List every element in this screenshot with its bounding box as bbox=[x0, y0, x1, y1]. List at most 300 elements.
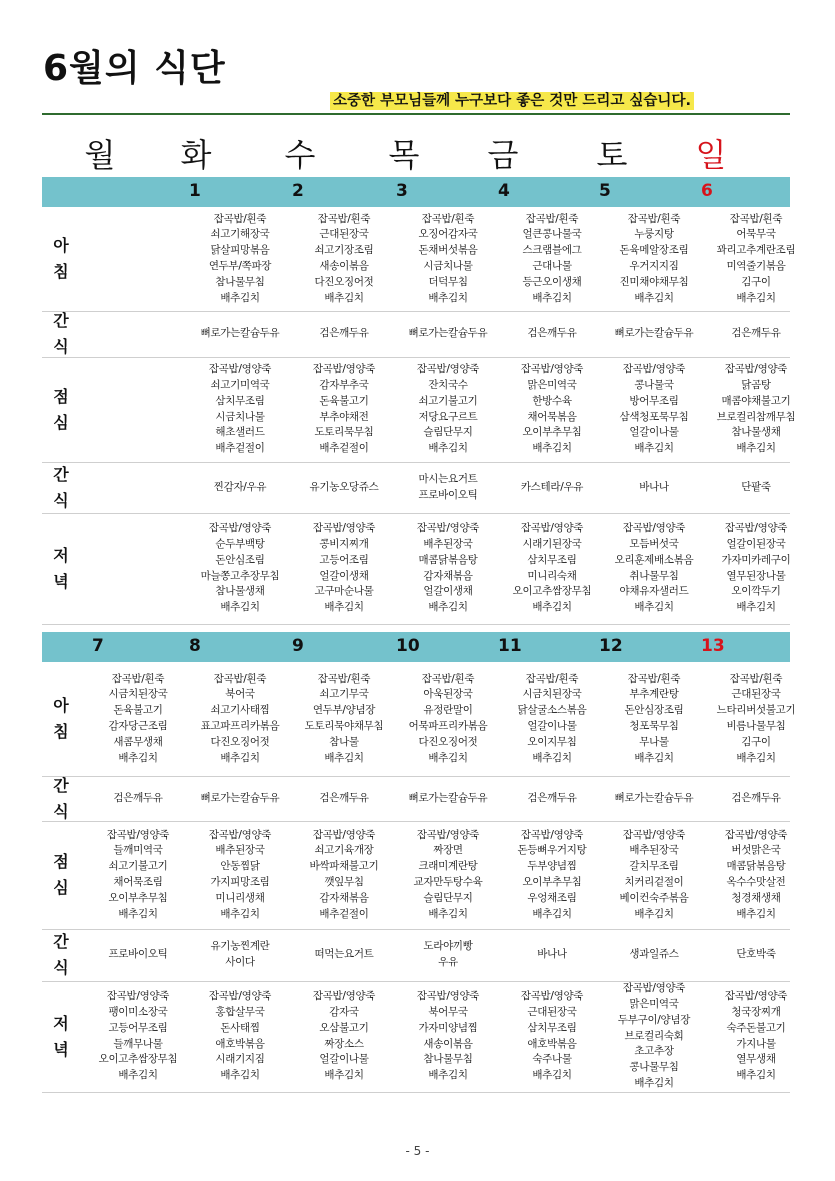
menu-item: 근대나물 bbox=[532, 260, 572, 272]
menu-item: 안동찜닭 bbox=[220, 860, 260, 873]
menu-item: 북어국 bbox=[225, 688, 255, 701]
menu-item: 얼갈이생채 bbox=[423, 585, 473, 598]
menu-item: 교자만두탕수육 bbox=[413, 876, 483, 888]
menu-item: 바나나 bbox=[537, 948, 567, 961]
menu-item: 오이깍두기 bbox=[731, 585, 781, 598]
menu-cell bbox=[86, 207, 190, 311]
meal-label-char: 심 bbox=[53, 878, 69, 897]
menu-item: 배추김치 bbox=[634, 601, 674, 614]
weekday-6: 토 bbox=[596, 136, 628, 174]
menu-item: 배추김치 bbox=[220, 291, 260, 304]
menu-item: 검은깨두유 bbox=[731, 791, 781, 804]
menu-item: 배추김치 bbox=[736, 1069, 776, 1082]
menu-item: 애호박볶음 bbox=[215, 1037, 265, 1050]
menu-item: 배추김치 bbox=[634, 1076, 674, 1089]
menu-cell bbox=[602, 311, 706, 357]
menu-item: 잡곡밥/영양죽 bbox=[622, 363, 686, 376]
date-number: 2 bbox=[292, 181, 304, 201]
menu-cell bbox=[86, 821, 190, 929]
menu-item: 얼갈이나물 bbox=[527, 720, 577, 732]
meal-label-char: 점 bbox=[53, 852, 69, 871]
menu-item: 가지나물 bbox=[736, 1037, 776, 1050]
meal-label bbox=[42, 207, 80, 311]
menu-item: 쇠고기무국 bbox=[319, 688, 369, 701]
menu-item: 고등어무조림 bbox=[108, 1021, 168, 1034]
menu-item: 쇠고기불고기 bbox=[418, 394, 478, 407]
menu-item: 두부양념찜 bbox=[527, 860, 577, 873]
menu-item: 모듬버섯국 bbox=[629, 537, 679, 550]
menu-item: 김구이 bbox=[741, 275, 771, 288]
menu-cell bbox=[500, 821, 604, 929]
menu-item: 우유 bbox=[438, 956, 458, 968]
menu-item: 콩나물무침 bbox=[629, 1061, 679, 1074]
meal-label-char: 간 bbox=[53, 464, 69, 484]
menu-item: 배추된장국 bbox=[215, 844, 265, 857]
menu-cell bbox=[602, 357, 706, 462]
menu-item: 취나물무침 bbox=[629, 569, 679, 582]
menu-item: 오삼불고기 bbox=[319, 1021, 369, 1034]
meal-row bbox=[42, 929, 790, 982]
menu-item: 청경채생채 bbox=[731, 891, 781, 904]
menu-item: 북어무국 bbox=[428, 1005, 468, 1018]
menu-item: 뼈로가는칼슘두유 bbox=[614, 327, 694, 340]
menu-cell bbox=[188, 311, 292, 357]
menu-item: 부추계란탕 bbox=[629, 688, 679, 701]
menu-item: 숙주돈불고기 bbox=[726, 1021, 786, 1034]
menu-item: 배추김치 bbox=[220, 751, 260, 764]
menu-item: 떠먹는요거트 bbox=[314, 948, 374, 961]
menu-cell bbox=[500, 311, 604, 357]
menu-item: 들깨미역국 bbox=[113, 844, 163, 857]
menu-item: 잡곡밥/영양죽 bbox=[106, 990, 170, 1003]
menu-item: 뼈로가는칼슘두유 bbox=[200, 791, 280, 804]
menu-cell bbox=[292, 776, 396, 821]
date-number: 11 bbox=[498, 636, 522, 656]
menu-item: 잡곡밥/흰죽 bbox=[421, 672, 475, 685]
menu-item: 참나물 bbox=[329, 735, 359, 748]
menu-cell bbox=[396, 929, 500, 981]
menu-item: 진미채야채무침 bbox=[619, 275, 689, 288]
menu-item: 새송이볶음 bbox=[319, 260, 369, 272]
menu-item: 매콤닭볶음탕 bbox=[726, 860, 786, 873]
meal-label bbox=[42, 929, 80, 981]
menu-item: 오이지무침 bbox=[527, 735, 577, 748]
menu-item: 미역줄기볶음 bbox=[726, 260, 786, 272]
menu-cell bbox=[602, 776, 706, 821]
menu-item: 얼갈이나물 bbox=[319, 1053, 369, 1066]
menu-item: 새송이볶음 bbox=[423, 1037, 473, 1050]
menu-item: 잡곡밥/흰죽 bbox=[317, 672, 371, 685]
menu-item: 카스테라/우유 bbox=[520, 480, 584, 493]
menu-item: 쇠고기사태찜 bbox=[210, 704, 270, 717]
menu-cell bbox=[500, 776, 604, 821]
menu-cell bbox=[396, 311, 500, 357]
menu-item: 콩비지찌개 bbox=[319, 537, 369, 550]
week-date-bar bbox=[42, 632, 790, 662]
menu-item: 잡곡밥/영양죽 bbox=[416, 522, 480, 535]
menu-item: 팽이미소장국 bbox=[108, 1005, 168, 1018]
menu-item: 다진오징어젓 bbox=[210, 735, 270, 748]
menu-cell bbox=[188, 662, 292, 776]
menu-item: 돈안심조림 bbox=[215, 553, 265, 566]
menu-item: 잡곡밥/흰죽 bbox=[317, 212, 371, 225]
menu-cell bbox=[86, 311, 190, 357]
menu-item: 배추겉절이 bbox=[319, 907, 369, 920]
menu-item: 잡곡밥/흰죽 bbox=[525, 212, 579, 225]
menu-item: 시금치된장국 bbox=[108, 688, 168, 701]
menu-item: 배추김치 bbox=[324, 291, 364, 304]
menu-item: 미니리숙채 bbox=[527, 569, 577, 582]
menu-item: 프로바이오틱 bbox=[108, 948, 168, 961]
menu-item: 배추김치 bbox=[532, 442, 572, 455]
menu-item: 잡곡밥/흰죽 bbox=[627, 672, 681, 685]
menu-item: 맑은미역국 bbox=[629, 998, 679, 1010]
menu-item: 배추김치 bbox=[736, 442, 776, 455]
menu-item: 배추김치 bbox=[532, 291, 572, 304]
menu-item: 잡곡밥/영양죽 bbox=[724, 990, 788, 1003]
menu-item: 김구이 bbox=[741, 735, 771, 748]
menu-item: 오이고추쌈장무침 bbox=[98, 1053, 178, 1066]
menu-item: 비름나물무침 bbox=[726, 720, 786, 732]
menu-cell bbox=[292, 462, 396, 513]
menu-item: 잡곡밥/영양죽 bbox=[208, 363, 272, 376]
date-number: 12 bbox=[599, 636, 623, 656]
menu-item: 느타리버섯불고기 bbox=[716, 704, 796, 717]
date-number: 8 bbox=[189, 636, 201, 656]
menu-item: 배추겉절이 bbox=[215, 442, 265, 455]
menu-item: 잡곡밥/영양죽 bbox=[208, 828, 272, 841]
menu-item: 브로컬리숙회 bbox=[624, 1029, 684, 1042]
menu-item: 열무생채 bbox=[736, 1053, 776, 1066]
weekday-1: 월 bbox=[84, 136, 116, 174]
meal-label-char: 간 bbox=[53, 775, 69, 795]
menu-cell bbox=[188, 929, 292, 981]
menu-item: 잡곡밥/영양죽 bbox=[312, 990, 376, 1003]
meal-row bbox=[42, 357, 796, 463]
menu-item: 잡곡밥/영양죽 bbox=[416, 363, 480, 376]
subtitle-banner: 소중한 부모님들께 누구보다 좋은 것만 드리고 싶습니다. bbox=[330, 92, 694, 110]
menu-cell bbox=[704, 776, 808, 821]
menu-item: 삼치무조림 bbox=[527, 553, 577, 566]
meal-row bbox=[42, 207, 796, 312]
weekday-5: 금 bbox=[487, 136, 519, 174]
menu-item: 오이부추무침 bbox=[522, 426, 582, 439]
menu-item: 배추김치 bbox=[428, 291, 468, 304]
menu-item: 표고파프리카볶음 bbox=[200, 720, 280, 732]
menu-item: 채어묵조림 bbox=[113, 876, 163, 888]
menu-item: 시금치나물 bbox=[215, 410, 265, 423]
menu-item: 잡곡밥/흰죽 bbox=[421, 212, 475, 225]
menu-cell bbox=[500, 357, 604, 462]
meal-label bbox=[42, 776, 80, 821]
menu-item: 배추김치 bbox=[220, 907, 260, 920]
menu-cell bbox=[292, 821, 396, 929]
menu-item: 누룽지탕 bbox=[634, 228, 674, 241]
menu-item: 쇠고기불고기 bbox=[108, 860, 168, 873]
menu-item: 삼치무조림 bbox=[527, 1021, 577, 1034]
meal-row bbox=[42, 981, 790, 1093]
menu-item: 잡곡밥/영양죽 bbox=[622, 828, 686, 841]
menu-item: 배추김치 bbox=[736, 907, 776, 920]
menu-item: 쇠고기육개장 bbox=[314, 844, 374, 857]
menu-item: 오이부추무침 bbox=[522, 876, 582, 888]
menu-cell bbox=[704, 662, 808, 776]
date-number: 4 bbox=[498, 181, 510, 201]
weekday-header bbox=[42, 130, 790, 176]
menu-item: 방어무조림 bbox=[629, 394, 679, 407]
menu-cell bbox=[500, 981, 604, 1092]
menu-item: 배추김치 bbox=[532, 751, 572, 764]
menu-item: 잡곡밥/영양죽 bbox=[312, 828, 376, 841]
menu-item: 배추김치 bbox=[532, 1069, 572, 1082]
menu-item: 잡곡밥/영양죽 bbox=[208, 990, 272, 1003]
menu-item: 배추겉절이 bbox=[319, 442, 369, 455]
menu-item: 뼈로가는칼슘두유 bbox=[614, 791, 694, 804]
menu-item: 시금치된장국 bbox=[522, 688, 582, 701]
meal-row bbox=[42, 776, 790, 822]
menu-cell bbox=[396, 821, 500, 929]
menu-cell bbox=[602, 462, 706, 513]
menu-item: 잡곡밥/영양죽 bbox=[416, 990, 480, 1003]
menu-item: 미니리생채 bbox=[215, 891, 265, 904]
menu-item: 잡곡밥/영양죽 bbox=[520, 990, 584, 1003]
menu-item: 어묵파프리카볶음 bbox=[408, 720, 488, 732]
menu-item: 숙주나물 bbox=[532, 1053, 572, 1066]
menu-item: 배추된장국 bbox=[629, 844, 679, 857]
menu-item: 도라야끼빵 bbox=[423, 940, 473, 953]
menu-item: 짜장면 bbox=[433, 844, 463, 857]
menu-item: 돈안심장조림 bbox=[624, 704, 684, 717]
menu-item: 잡곡밥/흰죽 bbox=[213, 212, 267, 225]
date-number: 5 bbox=[599, 181, 611, 201]
menu-item: 우거지지짐 bbox=[629, 260, 679, 272]
menu-item: 배추김치 bbox=[118, 751, 158, 764]
menu-cell bbox=[602, 821, 706, 929]
menu-item: 단팥죽 bbox=[741, 480, 771, 493]
menu-item: 검은깨두유 bbox=[527, 327, 577, 340]
menu-item: 꽈리고추계란조림 bbox=[716, 244, 796, 257]
menu-item: 다진오징어젓 bbox=[314, 275, 374, 288]
menu-item: 다진오징어젓 bbox=[418, 735, 478, 748]
menu-item: 무나물 bbox=[639, 735, 669, 748]
menu-item: 배추김치 bbox=[736, 601, 776, 614]
menu-item: 마시는요거트 bbox=[418, 472, 478, 485]
menu-item: 단호박죽 bbox=[736, 948, 776, 961]
menu-item: 연두부/쪽파장 bbox=[208, 260, 272, 272]
meal-label bbox=[42, 462, 80, 513]
menu-item: 잡곡밥/영양죽 bbox=[520, 363, 584, 376]
menu-item: 근대된장국 bbox=[731, 688, 781, 701]
date-number: 1 bbox=[189, 181, 201, 201]
menu-item: 감자채볶음 bbox=[423, 569, 473, 582]
menu-item: 잡곡밥/영양죽 bbox=[312, 363, 376, 376]
menu-item: 잡곡밥/영양죽 bbox=[106, 828, 170, 841]
meal-label-char: 침 bbox=[53, 262, 69, 281]
menu-cell bbox=[396, 462, 500, 513]
menu-item: 유기농찐계란 bbox=[210, 940, 270, 953]
menu-item: 배추김치 bbox=[428, 907, 468, 920]
meal-label-char: 저 bbox=[53, 1013, 69, 1033]
meal-label-char: 저 bbox=[53, 545, 69, 565]
menu-item: 배추김치 bbox=[118, 1069, 158, 1082]
menu-item: 슬림단무지 bbox=[423, 426, 473, 439]
menu-cell bbox=[86, 513, 190, 624]
menu-cell bbox=[396, 207, 500, 311]
menu-cell bbox=[500, 207, 604, 311]
menu-cell bbox=[292, 357, 396, 462]
menu-item: 쇠고기장조림 bbox=[314, 244, 374, 257]
menu-item: 잔치국수 bbox=[428, 378, 468, 391]
menu-item: 근대된장국 bbox=[319, 228, 369, 241]
menu-item: 닭살굴소스볶음 bbox=[517, 704, 587, 717]
menu-item: 삼색청포묵무침 bbox=[619, 410, 689, 423]
meal-label-char: 식 bbox=[53, 801, 69, 821]
menu-item: 오리훈제배소볶음 bbox=[614, 553, 694, 566]
date-number: 9 bbox=[292, 636, 304, 656]
menu-item: 배추김치 bbox=[634, 291, 674, 304]
menu-cell bbox=[86, 462, 190, 513]
menu-cell bbox=[292, 929, 396, 981]
menu-cell bbox=[292, 981, 396, 1092]
menu-cell bbox=[396, 981, 500, 1092]
menu-cell bbox=[500, 462, 604, 513]
menu-item: 오징어감자국 bbox=[418, 228, 478, 241]
menu-item: 잡곡밥/흰죽 bbox=[111, 672, 165, 685]
menu-cell bbox=[188, 776, 292, 821]
menu-item: 잡곡밥/흰죽 bbox=[729, 212, 783, 225]
menu-item: 감자국 bbox=[329, 1005, 359, 1018]
menu-item: 배추김치 bbox=[532, 601, 572, 614]
menu-cell bbox=[188, 981, 292, 1092]
meal-row bbox=[42, 311, 790, 358]
menu-item: 배추김치 bbox=[736, 291, 776, 304]
menu-item: 배추김치 bbox=[428, 1069, 468, 1082]
menu-item: 유기농오당쥬스 bbox=[309, 480, 379, 493]
menu-item: 짜장소스 bbox=[324, 1037, 364, 1050]
menu-item: 배추김치 bbox=[634, 907, 674, 920]
menu-cell bbox=[396, 776, 500, 821]
menu-item: 닭살피망볶음 bbox=[210, 244, 270, 257]
menu-item: 콩나물국 bbox=[634, 378, 674, 391]
menu-item: 가자미카레구이 bbox=[721, 553, 791, 566]
date-number: 13 bbox=[701, 636, 725, 656]
menu-item: 잡곡밥/영양죽 bbox=[724, 828, 788, 841]
date-number: 10 bbox=[396, 636, 420, 656]
menu-item: 아욱된장국 bbox=[423, 688, 473, 701]
menu-cell bbox=[704, 981, 808, 1092]
menu-item: 쇠고기미역국 bbox=[210, 378, 270, 391]
menu-item: 사이다 bbox=[225, 956, 255, 968]
menu-cell bbox=[602, 929, 706, 981]
menu-cell bbox=[86, 981, 190, 1092]
menu-cell bbox=[704, 311, 808, 357]
menu-item: 얼큰콩나물국 bbox=[522, 228, 582, 241]
date-number: 3 bbox=[396, 181, 408, 201]
meal-label-char: 아 bbox=[53, 696, 69, 715]
menu-item: 돈등뼈우거지탕 bbox=[517, 844, 587, 857]
menu-item: 오이부추무침 bbox=[108, 891, 168, 904]
menu-item: 오이고추쌈장무침 bbox=[512, 585, 592, 598]
meal-label-char: 아 bbox=[53, 236, 69, 255]
menu-item: 시래기지짐 bbox=[215, 1053, 265, 1066]
menu-item: 잡곡밥/영양죽 bbox=[622, 982, 686, 995]
date-number: 7 bbox=[92, 636, 104, 656]
menu-item: 등근오이생채 bbox=[522, 275, 582, 288]
menu-cell bbox=[500, 513, 604, 624]
menu-item: 매콤야채불고기 bbox=[721, 394, 791, 407]
menu-item: 바싹파채불고기 bbox=[309, 860, 379, 873]
weekday-3: 수 bbox=[284, 136, 316, 174]
meal-label-char: 녁 bbox=[53, 571, 69, 591]
menu-item: 돈육불고기 bbox=[113, 704, 163, 717]
weekday-7: 일 bbox=[695, 136, 727, 174]
menu-item: 스크램블에그 bbox=[522, 244, 582, 257]
menu-cell bbox=[704, 462, 808, 513]
menu-item: 초고추장 bbox=[634, 1045, 674, 1058]
menu-item: 우엉채조림 bbox=[527, 891, 577, 904]
menu-item: 유정란말이 bbox=[423, 704, 473, 717]
menu-item: 배추김치 bbox=[118, 907, 158, 920]
menu-item: 검은깨두유 bbox=[731, 327, 781, 340]
menu-item: 쇠고기해장국 bbox=[210, 228, 270, 241]
menu-item: 참나물무침 bbox=[423, 1053, 473, 1066]
menu-cell bbox=[86, 357, 190, 462]
menu-item: 돈사태찜 bbox=[220, 1021, 260, 1034]
menu-item: 검은깨두유 bbox=[527, 791, 577, 804]
menu-item: 닭곰탕 bbox=[741, 378, 771, 391]
menu-item: 고구마순나물 bbox=[314, 585, 374, 598]
menu-item: 두부구이/양념장 bbox=[617, 1013, 691, 1026]
menu-item: 가자미양념찜 bbox=[418, 1021, 478, 1034]
menu-item: 뼈로가는칼슘두유 bbox=[408, 791, 488, 804]
menu-cell bbox=[188, 821, 292, 929]
menu-item: 청포묵무침 bbox=[629, 720, 679, 732]
meal-label bbox=[42, 981, 80, 1092]
menu-cell bbox=[602, 981, 706, 1092]
menu-item: 배추김치 bbox=[324, 601, 364, 614]
menu-item: 브로컬리참깨무침 bbox=[716, 410, 796, 423]
meal-label bbox=[42, 357, 80, 462]
menu-cell bbox=[188, 357, 292, 462]
menu-item: 배추김치 bbox=[324, 751, 364, 764]
menu-cell bbox=[500, 662, 604, 776]
menu-cell bbox=[500, 929, 604, 981]
menu-item: 청국장찌개 bbox=[731, 1005, 781, 1018]
menu-item: 저당요구르트 bbox=[418, 410, 478, 423]
menu-cell bbox=[704, 357, 808, 462]
meal-label bbox=[42, 311, 80, 357]
menu-item: 채어묵볶음 bbox=[527, 410, 577, 423]
menu-item: 검은깨두유 bbox=[319, 791, 369, 804]
menu-item: 부추야채전 bbox=[319, 410, 369, 423]
menu-item: 치커리겉절이 bbox=[624, 876, 684, 888]
meal-label-char: 간 bbox=[53, 932, 69, 951]
menu-item: 검은깨두유 bbox=[319, 327, 369, 340]
menu-item: 고등어조림 bbox=[319, 553, 369, 566]
week-date-bar bbox=[42, 177, 790, 207]
menu-item: 얼갈이된장국 bbox=[726, 537, 786, 550]
menu-item: 잡곡밥/흰죽 bbox=[525, 672, 579, 685]
meal-row bbox=[42, 821, 790, 930]
menu-item: 배추김치 bbox=[220, 1069, 260, 1082]
menu-item: 갈치무조림 bbox=[629, 860, 679, 873]
menu-cell bbox=[704, 821, 808, 929]
meal-row bbox=[42, 513, 790, 625]
menu-item: 잡곡밥/영양죽 bbox=[520, 828, 584, 841]
menu-item: 뼈로가는칼슘두유 bbox=[200, 327, 280, 340]
menu-item: 프로바이오틱 bbox=[418, 488, 478, 501]
menu-item: 배추된장국 bbox=[423, 537, 473, 550]
